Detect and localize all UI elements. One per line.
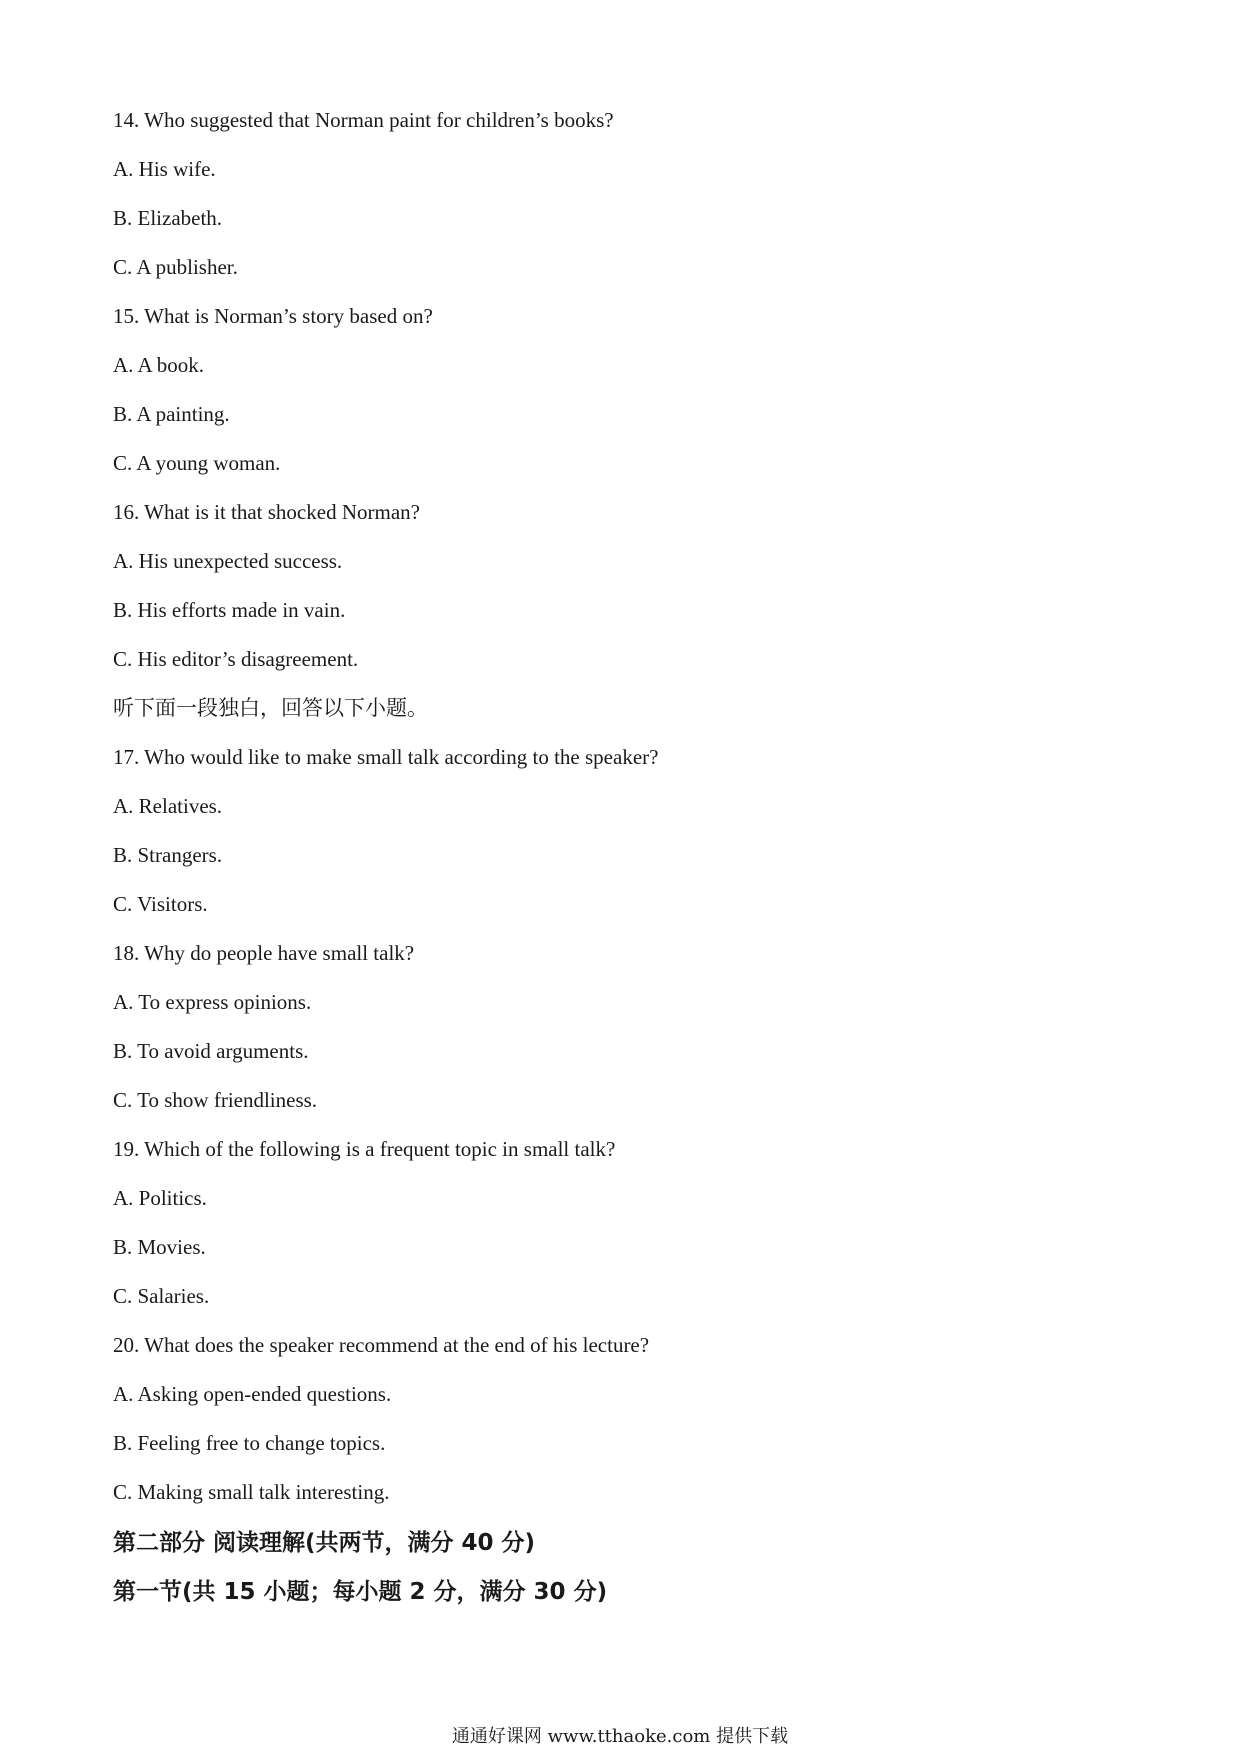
question-18: 18. Why do people have small talk? bbox=[113, 941, 415, 965]
option-17-c: C. Visitors. bbox=[113, 892, 208, 916]
option-19-a: A. Politics. bbox=[113, 1186, 207, 1210]
section-heading-part-two: 第二部分 阅读理解(共两节，满分 40 分) bbox=[113, 1530, 536, 1556]
question-16: 16. What is it that shocked Norman? bbox=[113, 500, 420, 524]
option-17-b: B. Strangers. bbox=[113, 843, 223, 867]
option-20-b: B. Feeling free to change topics. bbox=[113, 1431, 386, 1455]
option-19-b: B. Movies. bbox=[113, 1235, 206, 1259]
option-14-b: B. Elizabeth. bbox=[113, 206, 223, 230]
option-18-a: A. To express opinions. bbox=[113, 990, 312, 1014]
option-18-b: B. To avoid arguments. bbox=[113, 1039, 309, 1063]
question-19: 19. Which of the following is a frequent topic in small talk? bbox=[113, 1137, 616, 1161]
option-18-c: C. To show friendliness. bbox=[113, 1088, 318, 1112]
page-footer: 通通好课网 www.tthaoke.com 提供下载 bbox=[451, 1726, 789, 1747]
question-17: 17. Who would like to make small talk according to the speaker? bbox=[113, 745, 659, 769]
option-17-a: A. Relatives. bbox=[113, 794, 223, 818]
option-15-a: A. A book. bbox=[113, 353, 205, 377]
option-14-a: A. His wife. bbox=[113, 157, 216, 181]
question-14: 14. Who suggested that Norman paint for children’s books? bbox=[113, 108, 614, 132]
option-19-c: C. Salaries. bbox=[113, 1284, 210, 1308]
question-20: 20. What does the speaker recommend at the end of his lecture? bbox=[113, 1333, 650, 1357]
option-16-b: B. His efforts made in vain. bbox=[113, 598, 346, 622]
question-15: 15. What is Norman’s story based on? bbox=[113, 304, 433, 328]
option-16-c: C. His editor’s disagreement. bbox=[113, 647, 359, 671]
listening-instruction: 听下面一段独白，回答以下小题。 bbox=[113, 696, 428, 720]
section-heading-section-one: 第一节(共 15 小题；每小题 2 分，满分 30 分) bbox=[113, 1579, 608, 1605]
option-20-a: A. Asking open-ended questions. bbox=[113, 1382, 392, 1406]
option-14-c: C. A publisher. bbox=[113, 255, 238, 279]
option-15-c: C. A young woman. bbox=[113, 451, 281, 475]
option-16-a: A. His unexpected success. bbox=[113, 549, 343, 573]
question-list bbox=[113, 102, 1123, 1621]
option-20-c: C. Making small talk interesting. bbox=[113, 1480, 390, 1504]
option-15-b: B. A painting. bbox=[113, 402, 230, 426]
